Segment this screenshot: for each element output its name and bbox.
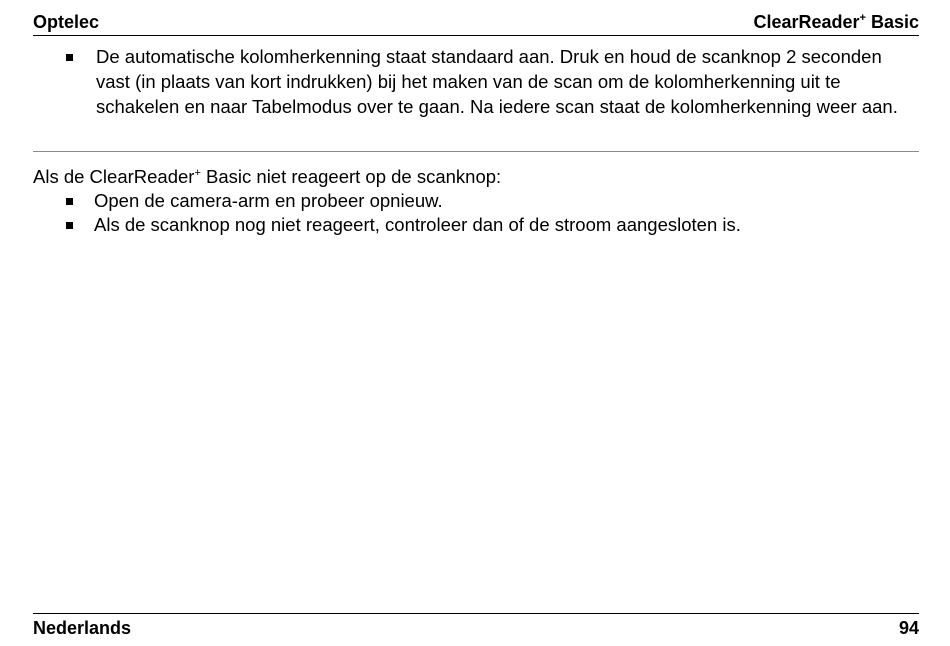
- product-name: [753, 12, 919, 33]
- product-name-suffix: Basic: [865, 12, 919, 32]
- list-item: [33, 44, 919, 119]
- troubleshooting-intro: [33, 164, 919, 189]
- square-bullet-icon: [66, 54, 73, 61]
- troubleshooting-section: [33, 164, 919, 237]
- section-divider: [33, 151, 919, 152]
- list-item-text: Als de scanknop nog niet reageert, controleer dan of de stroom aangesloten is.: [94, 214, 741, 235]
- page-number: 94: [898, 618, 919, 638]
- intro-suffix: Basic niet reageert op de scanknop:: [200, 166, 502, 187]
- list-item: [33, 213, 919, 237]
- list-item-text: De automatische kolomherkenning staat standaard aan. Druk en houd de scanknop 2 seconden vast (in plaats van kort indrukken) bij het maken van de scan om de kolomherkenning uit te schakelen en naar Tabelmodus over te gaan. Na iedere scan staat de kolomherkenning weer aan.: [96, 46, 898, 117]
- square-bullet-icon: [66, 198, 73, 205]
- column-detection-section: [33, 44, 919, 119]
- intro-superscript: +: [194, 167, 201, 179]
- page-footer: [33, 613, 919, 638]
- product-name-superscript: +: [859, 12, 866, 24]
- list-item-text: Open de camera-arm en probeer opnieuw.: [94, 190, 443, 211]
- brand-name: Optelec: [33, 12, 100, 32]
- footer-language: Nederlands: [33, 618, 132, 638]
- page-header: [33, 9, 919, 36]
- list-item: [33, 189, 919, 213]
- square-bullet-icon: [66, 222, 73, 229]
- intro-prefix: Als de ClearReader: [33, 166, 195, 187]
- product-name-main: ClearReader: [753, 12, 860, 32]
